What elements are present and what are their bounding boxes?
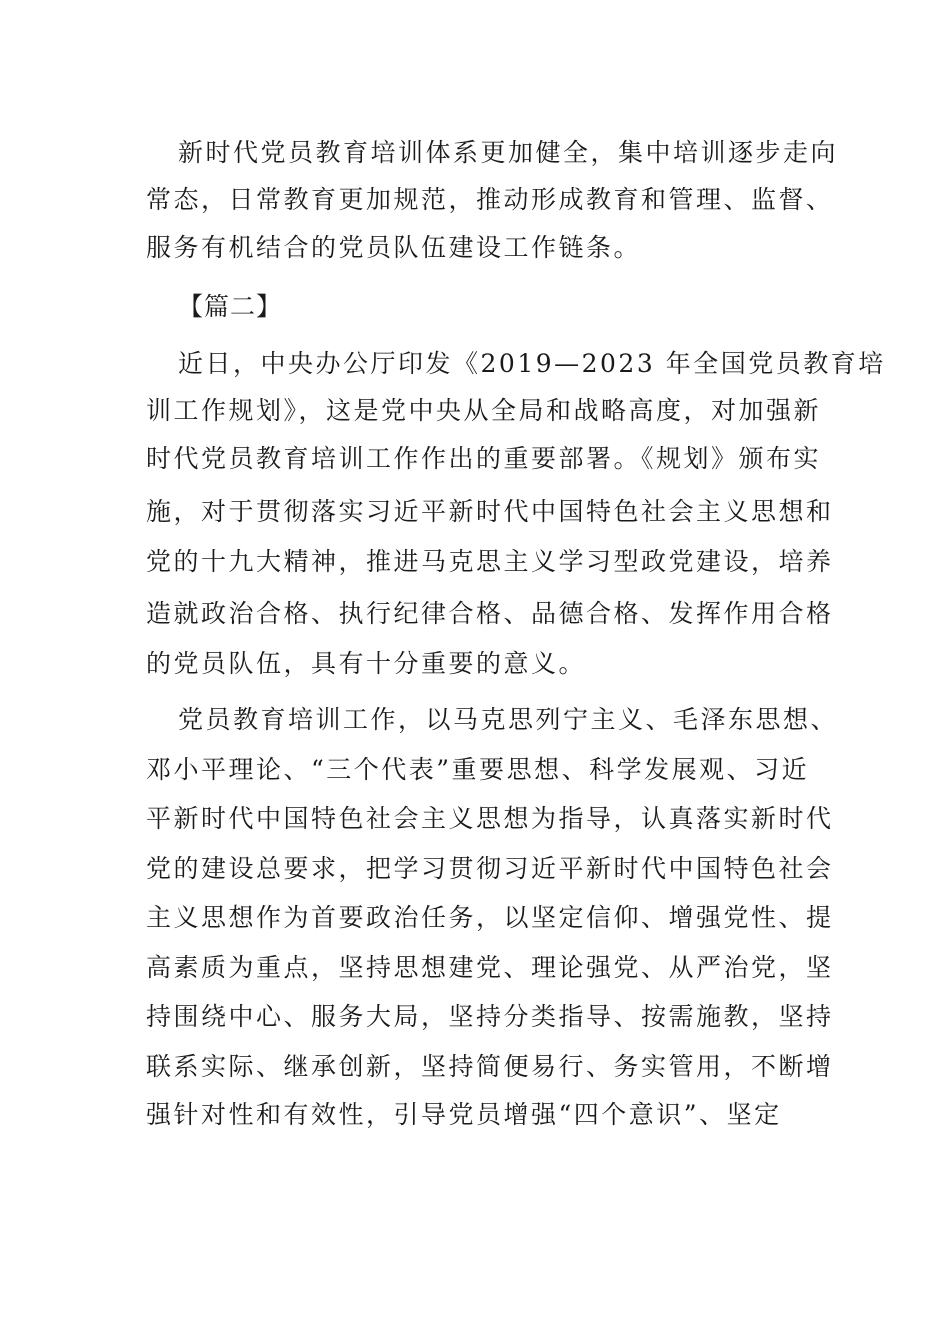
paragraph-1-line-1: 新时代党员教育培训体系更加健全，集中培训逐步走向 bbox=[178, 138, 839, 167]
paragraph-2-line-5: 党的十九大精神，推进马克思主义学习型政党建设，培养 bbox=[146, 547, 834, 576]
paragraph-2-line-1: 近日，中央办公厅印发《2019—2023 年全国党员教育培 bbox=[178, 349, 886, 378]
paragraph-3-line-9: 强针对性和有效性，引导党员增强“四个意识”、坚定 bbox=[146, 1100, 782, 1129]
section-heading: 【篇二】 bbox=[178, 292, 283, 321]
paragraph-3-line-6: 高素质为重点，坚持思想建党、理论强党、从严治党，坚 bbox=[146, 953, 834, 982]
paragraph-1-line-3: 服务有机结合的党员队伍建设工作链条。 bbox=[146, 233, 642, 262]
paragraph-2-line-6: 造就政治合格、执行纪律合格、品德合格、发挥作用合格 bbox=[146, 599, 834, 628]
paragraph-3-line-4: 党的建设总要求，把学习贯彻习近平新时代中国特色社会 bbox=[146, 854, 834, 883]
paragraph-2-line-7: 的党员队伍，具有十分重要的意义。 bbox=[146, 649, 587, 678]
paragraph-3-line-5: 主义思想作为首要政治任务，以坚定信仰、增强党性、提 bbox=[146, 903, 834, 932]
paragraph-3-line-2: 邓小平理论、“三个代表”重要思想、科学发展观、习近 bbox=[146, 755, 810, 784]
paragraph-1-line-2: 常态，日常教育更加规范，推动形成教育和管理、监督、 bbox=[146, 185, 834, 214]
paragraph-2-line-4: 施，对于贯彻落实习近平新时代中国特色社会主义思想和 bbox=[146, 497, 834, 526]
paragraph-3-line-7: 持围绕中心、服务大局，坚持分类指导、按需施教，坚持 bbox=[146, 1002, 834, 1031]
paragraph-3-line-3: 平新时代中国特色社会主义思想为指导，认真落实新时代 bbox=[146, 804, 834, 833]
paragraph-2-line-3: 时代党员教育培训工作作出的重要部署。《规划》颁布实 bbox=[146, 444, 822, 473]
paragraph-3-line-1: 党员教育培训工作，以马克思列宁主义、毛泽东思想、 bbox=[178, 705, 839, 734]
paragraph-3-line-8: 联系实际、继承创新，坚持简便易行、务实管用，不断增 bbox=[146, 1052, 834, 1081]
paragraph-2-line-2: 训工作规划》，这是党中央从全局和战略高度，对加强新 bbox=[146, 396, 822, 425]
